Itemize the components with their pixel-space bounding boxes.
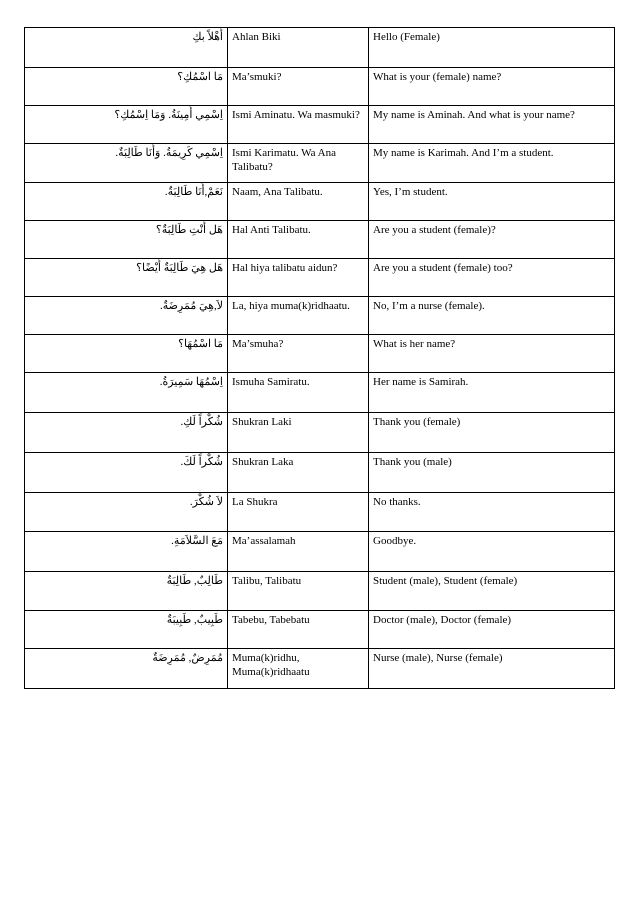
english-cell: My name is Aminah. And what is your name? bbox=[369, 106, 615, 144]
english-cell: Thank you (male) bbox=[369, 453, 615, 493]
arabic-cell: مُمَرِضٌ, مُمَرِضَةٌ bbox=[25, 649, 228, 689]
arabic-cell: اِسْمُهَا سَمِيرَةُ. bbox=[25, 373, 228, 413]
english-cell: My name is Karimah. And I’m a student. bbox=[369, 144, 615, 183]
transliteration-cell: Ma’assalamah bbox=[228, 532, 369, 572]
english-cell: What is your (female) name? bbox=[369, 68, 615, 106]
english-cell: Student (male), Student (female) bbox=[369, 572, 615, 611]
vocabulary-table bbox=[24, 27, 615, 689]
transliteration-cell: Naam, Ana Talibatu. bbox=[228, 183, 369, 221]
arabic-cell: مَا اسْمُهَا؟ bbox=[25, 335, 228, 373]
english-cell: Doctor (male), Doctor (female) bbox=[369, 611, 615, 649]
table-row bbox=[25, 68, 615, 106]
english-cell: Are you a student (female)? bbox=[369, 221, 615, 259]
arabic-cell: طَالِبٌ, طَالِبَةٌ bbox=[25, 572, 228, 611]
table-row bbox=[25, 572, 615, 611]
transliteration-cell: Talibu, Talibatu bbox=[228, 572, 369, 611]
arabic-cell: لاَ شُكْرَ. bbox=[25, 493, 228, 532]
english-cell: Her name is Samirah. bbox=[369, 373, 615, 413]
arabic-cell: شُكْراً لَكَ. bbox=[25, 453, 228, 493]
transliteration-cell: Ma’smuha? bbox=[228, 335, 369, 373]
english-cell: Yes, I’m student. bbox=[369, 183, 615, 221]
transliteration-cell: Tabebu, Tabebatu bbox=[228, 611, 369, 649]
arabic-cell: لاَ,هِيَ مُمَرِضَةٌ. bbox=[25, 297, 228, 335]
table-row bbox=[25, 221, 615, 259]
transliteration-cell: Ismi Karimatu. Wa Ana Talibatu? bbox=[228, 144, 369, 183]
table-row bbox=[25, 106, 615, 144]
english-cell: Nurse (male), Nurse (female) bbox=[369, 649, 615, 689]
transliteration-cell: Ma’smuki? bbox=[228, 68, 369, 106]
english-cell: Hello (Female) bbox=[369, 28, 615, 68]
arabic-cell: نَعَمْ,أَنَا طَالِبَةٌ. bbox=[25, 183, 228, 221]
arabic-cell: أَهْلاً بكِ bbox=[25, 28, 228, 68]
transliteration-cell: Ahlan Biki bbox=[228, 28, 369, 68]
table-row bbox=[25, 259, 615, 297]
table-row bbox=[25, 611, 615, 649]
table-row bbox=[25, 373, 615, 413]
table-row bbox=[25, 532, 615, 572]
transliteration-cell: Hal Anti Talibatu. bbox=[228, 221, 369, 259]
table-row bbox=[25, 413, 615, 453]
english-cell: Thank you (female) bbox=[369, 413, 615, 453]
arabic-cell: مَا اسْمُكِ؟ bbox=[25, 68, 228, 106]
arabic-cell: هَل أَنْتِ طَالِبَةٌ؟ bbox=[25, 221, 228, 259]
table-row bbox=[25, 144, 615, 183]
transliteration-cell: Hal hiya talibatu aidun? bbox=[228, 259, 369, 297]
transliteration-cell: Shukran Laka bbox=[228, 453, 369, 493]
english-cell: No thanks. bbox=[369, 493, 615, 532]
transliteration-cell: Muma(k)ridhu, Muma(k)ridhaatu bbox=[228, 649, 369, 689]
transliteration-cell: Ismi Aminatu. Wa masmuki? bbox=[228, 106, 369, 144]
arabic-cell: مَعَ السَّلاَمَةِ. bbox=[25, 532, 228, 572]
table-row bbox=[25, 183, 615, 221]
arabic-cell: اِسْمِي كَرِيمَةُ. وَأَنَا طَالِبَةٌ. bbox=[25, 144, 228, 183]
english-cell: Are you a student (female) too? bbox=[369, 259, 615, 297]
transliteration-cell: Shukran Laki bbox=[228, 413, 369, 453]
english-cell: What is her name? bbox=[369, 335, 615, 373]
arabic-cell: طَبِيبٌ, طَبِيبَةٌ bbox=[25, 611, 228, 649]
table-row bbox=[25, 493, 615, 532]
table-row bbox=[25, 297, 615, 335]
table-row bbox=[25, 453, 615, 493]
table-row bbox=[25, 335, 615, 373]
arabic-cell: شُكْراً لَكِ. bbox=[25, 413, 228, 453]
arabic-cell: اِسْمِي أَمِينَةُ. وَمَا اِسْمُكِ؟ bbox=[25, 106, 228, 144]
transliteration-cell: Ismuha Samiratu. bbox=[228, 373, 369, 413]
arabic-cell: هَل هِيَ طَالِبَةٌ أَيْضًا؟ bbox=[25, 259, 228, 297]
table-row bbox=[25, 28, 615, 68]
english-cell: Goodbye. bbox=[369, 532, 615, 572]
transliteration-cell: La, hiya muma(k)ridhaatu. bbox=[228, 297, 369, 335]
transliteration-cell: La Shukra bbox=[228, 493, 369, 532]
table-row bbox=[25, 649, 615, 689]
english-cell: No, I’m a nurse (female). bbox=[369, 297, 615, 335]
